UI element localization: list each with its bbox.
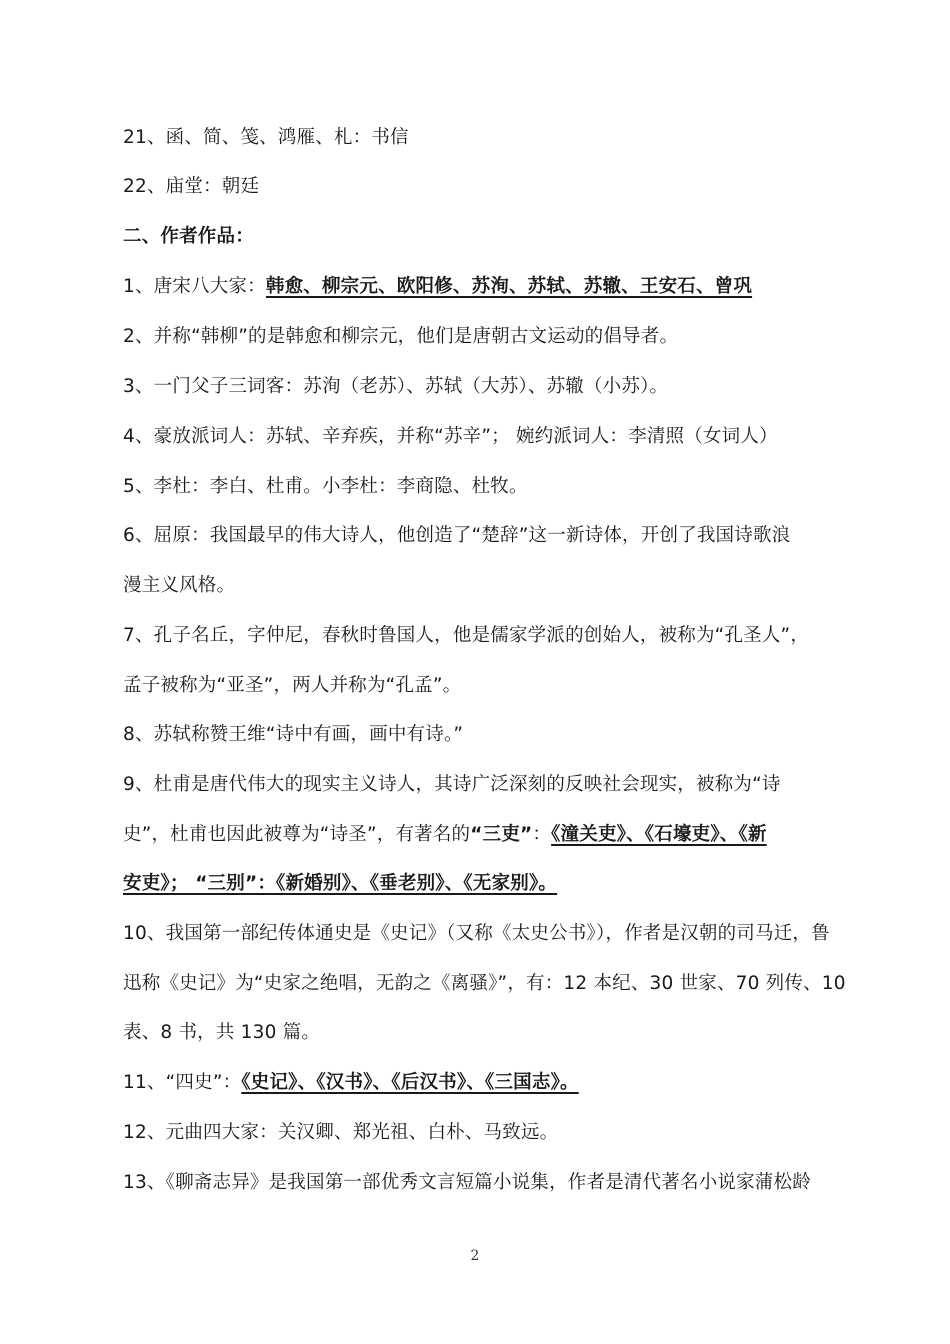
section-heading-authors-works bbox=[123, 225, 833, 249]
text-line-2 bbox=[123, 325, 833, 349]
emphasis-text: 《潼关吏》、《石壕吏》、《新 bbox=[551, 824, 767, 845]
text-line-8 bbox=[123, 723, 833, 747]
line-text: 8、苏轼称赞王维“诗中有画，画中有诗。” bbox=[123, 724, 464, 745]
line-text: 13、《聊斋志异》是我国第一部优秀文言短篇小说集，作者是清代著名小说家蒲松龄 bbox=[123, 1172, 811, 1193]
text-line-10-cont2 bbox=[123, 1021, 833, 1045]
line-text: 7、孔子名丘，字仲尼，春秋时鲁国人，他是儒家学派的创始人，被称为“孔圣人”， bbox=[123, 625, 810, 646]
line-text: ： bbox=[532, 824, 552, 845]
line-text: 4、豪放派词人：苏轼、辛弃疾，并称“苏辛”； 婉约派词人：李清照（女词人） bbox=[123, 426, 778, 447]
text-line-5 bbox=[123, 475, 833, 499]
emphasis-text: “三吏” bbox=[470, 824, 533, 845]
text-line-7 bbox=[123, 624, 833, 648]
emphasis-text: 韩愈、柳宗元、欧阳修、苏洵、苏轼、苏辙、王安石、曾巩 bbox=[265, 276, 753, 297]
text-line-4 bbox=[123, 425, 833, 449]
line-text: 2、并称“韩柳”的是韩愈和柳宗元，他们是唐朝古文运动的倡导者。 bbox=[123, 326, 679, 347]
text-line-10 bbox=[123, 922, 833, 946]
text-line-9 bbox=[123, 773, 833, 797]
text-line-9-cont2 bbox=[123, 872, 833, 896]
page-number: 2 bbox=[470, 1248, 480, 1264]
text-line-9-cont bbox=[123, 823, 833, 847]
text-line-1 bbox=[123, 275, 833, 299]
text-line-6-cont bbox=[123, 574, 833, 598]
text-line-13 bbox=[123, 1171, 833, 1195]
emphasis-text: 《史记》、《汉书》、《后汉书》、《三国志》。 bbox=[241, 1072, 579, 1093]
line-text: 11、“四史”： bbox=[123, 1072, 242, 1093]
text-line-7-cont bbox=[123, 674, 833, 698]
line-text: 3、一门父子三词客：苏洵（老苏）、苏轼（大苏）、苏辙（小苏）。 bbox=[123, 376, 669, 397]
line-text: 史”，杜甫也因此被尊为“诗圣”，有著名的 bbox=[123, 824, 471, 845]
line-text: 21、函、简、笺、鸿雁、札：书信 bbox=[123, 127, 409, 148]
text-line-12 bbox=[123, 1121, 833, 1145]
line-text: 1、唐宋八大家： bbox=[123, 276, 266, 297]
line-text: 6、屈原：我国最早的伟大诗人，他创造了“楚辞”这一新诗体，开创了我国诗歌浪 bbox=[123, 525, 791, 546]
text-line-6 bbox=[123, 524, 833, 548]
line-text: 表、8 书，共 130 篇。 bbox=[123, 1022, 321, 1043]
text-line-21 bbox=[123, 126, 833, 150]
emphasis-text: “三别”：《新婚别》、《垂老别》、《无家别》。 bbox=[188, 873, 558, 894]
text-line-22 bbox=[123, 175, 833, 199]
text-line-10-cont bbox=[123, 972, 846, 996]
line-text: 孟子被称为“亚圣”，两人并称为“孔孟”。 bbox=[123, 675, 462, 696]
line-text: 5、李杜：李白、杜甫。小李杜：李商隐、杜牧。 bbox=[123, 476, 528, 497]
heading-text: 二、作者作品： bbox=[123, 226, 254, 247]
emphasis-text: 安吏》； bbox=[123, 873, 189, 894]
text-line-11 bbox=[123, 1071, 833, 1095]
line-text: 迅称《史记》为“史家之绝唱，无韵之《离骚》”，有：12 本纪、30 世家、70 列传、10 bbox=[123, 973, 846, 994]
line-text: 12、元曲四大家：关汉卿、郑光祖、白朴、马致远。 bbox=[123, 1122, 559, 1143]
line-text: 22、庙堂：朝廷 bbox=[123, 176, 260, 197]
line-text: 漫主义风格。 bbox=[123, 575, 236, 596]
line-text: 9、杜甫是唐代伟大的现实主义诗人，其诗广泛深刻的反映社会现实，被称为“诗 bbox=[123, 774, 781, 795]
line-text: 10、我国第一部纪传体通史是《史记》（又称《太史公书》），作者是汉朝的司马迁，鲁 bbox=[123, 923, 830, 944]
text-line-3 bbox=[123, 375, 833, 399]
